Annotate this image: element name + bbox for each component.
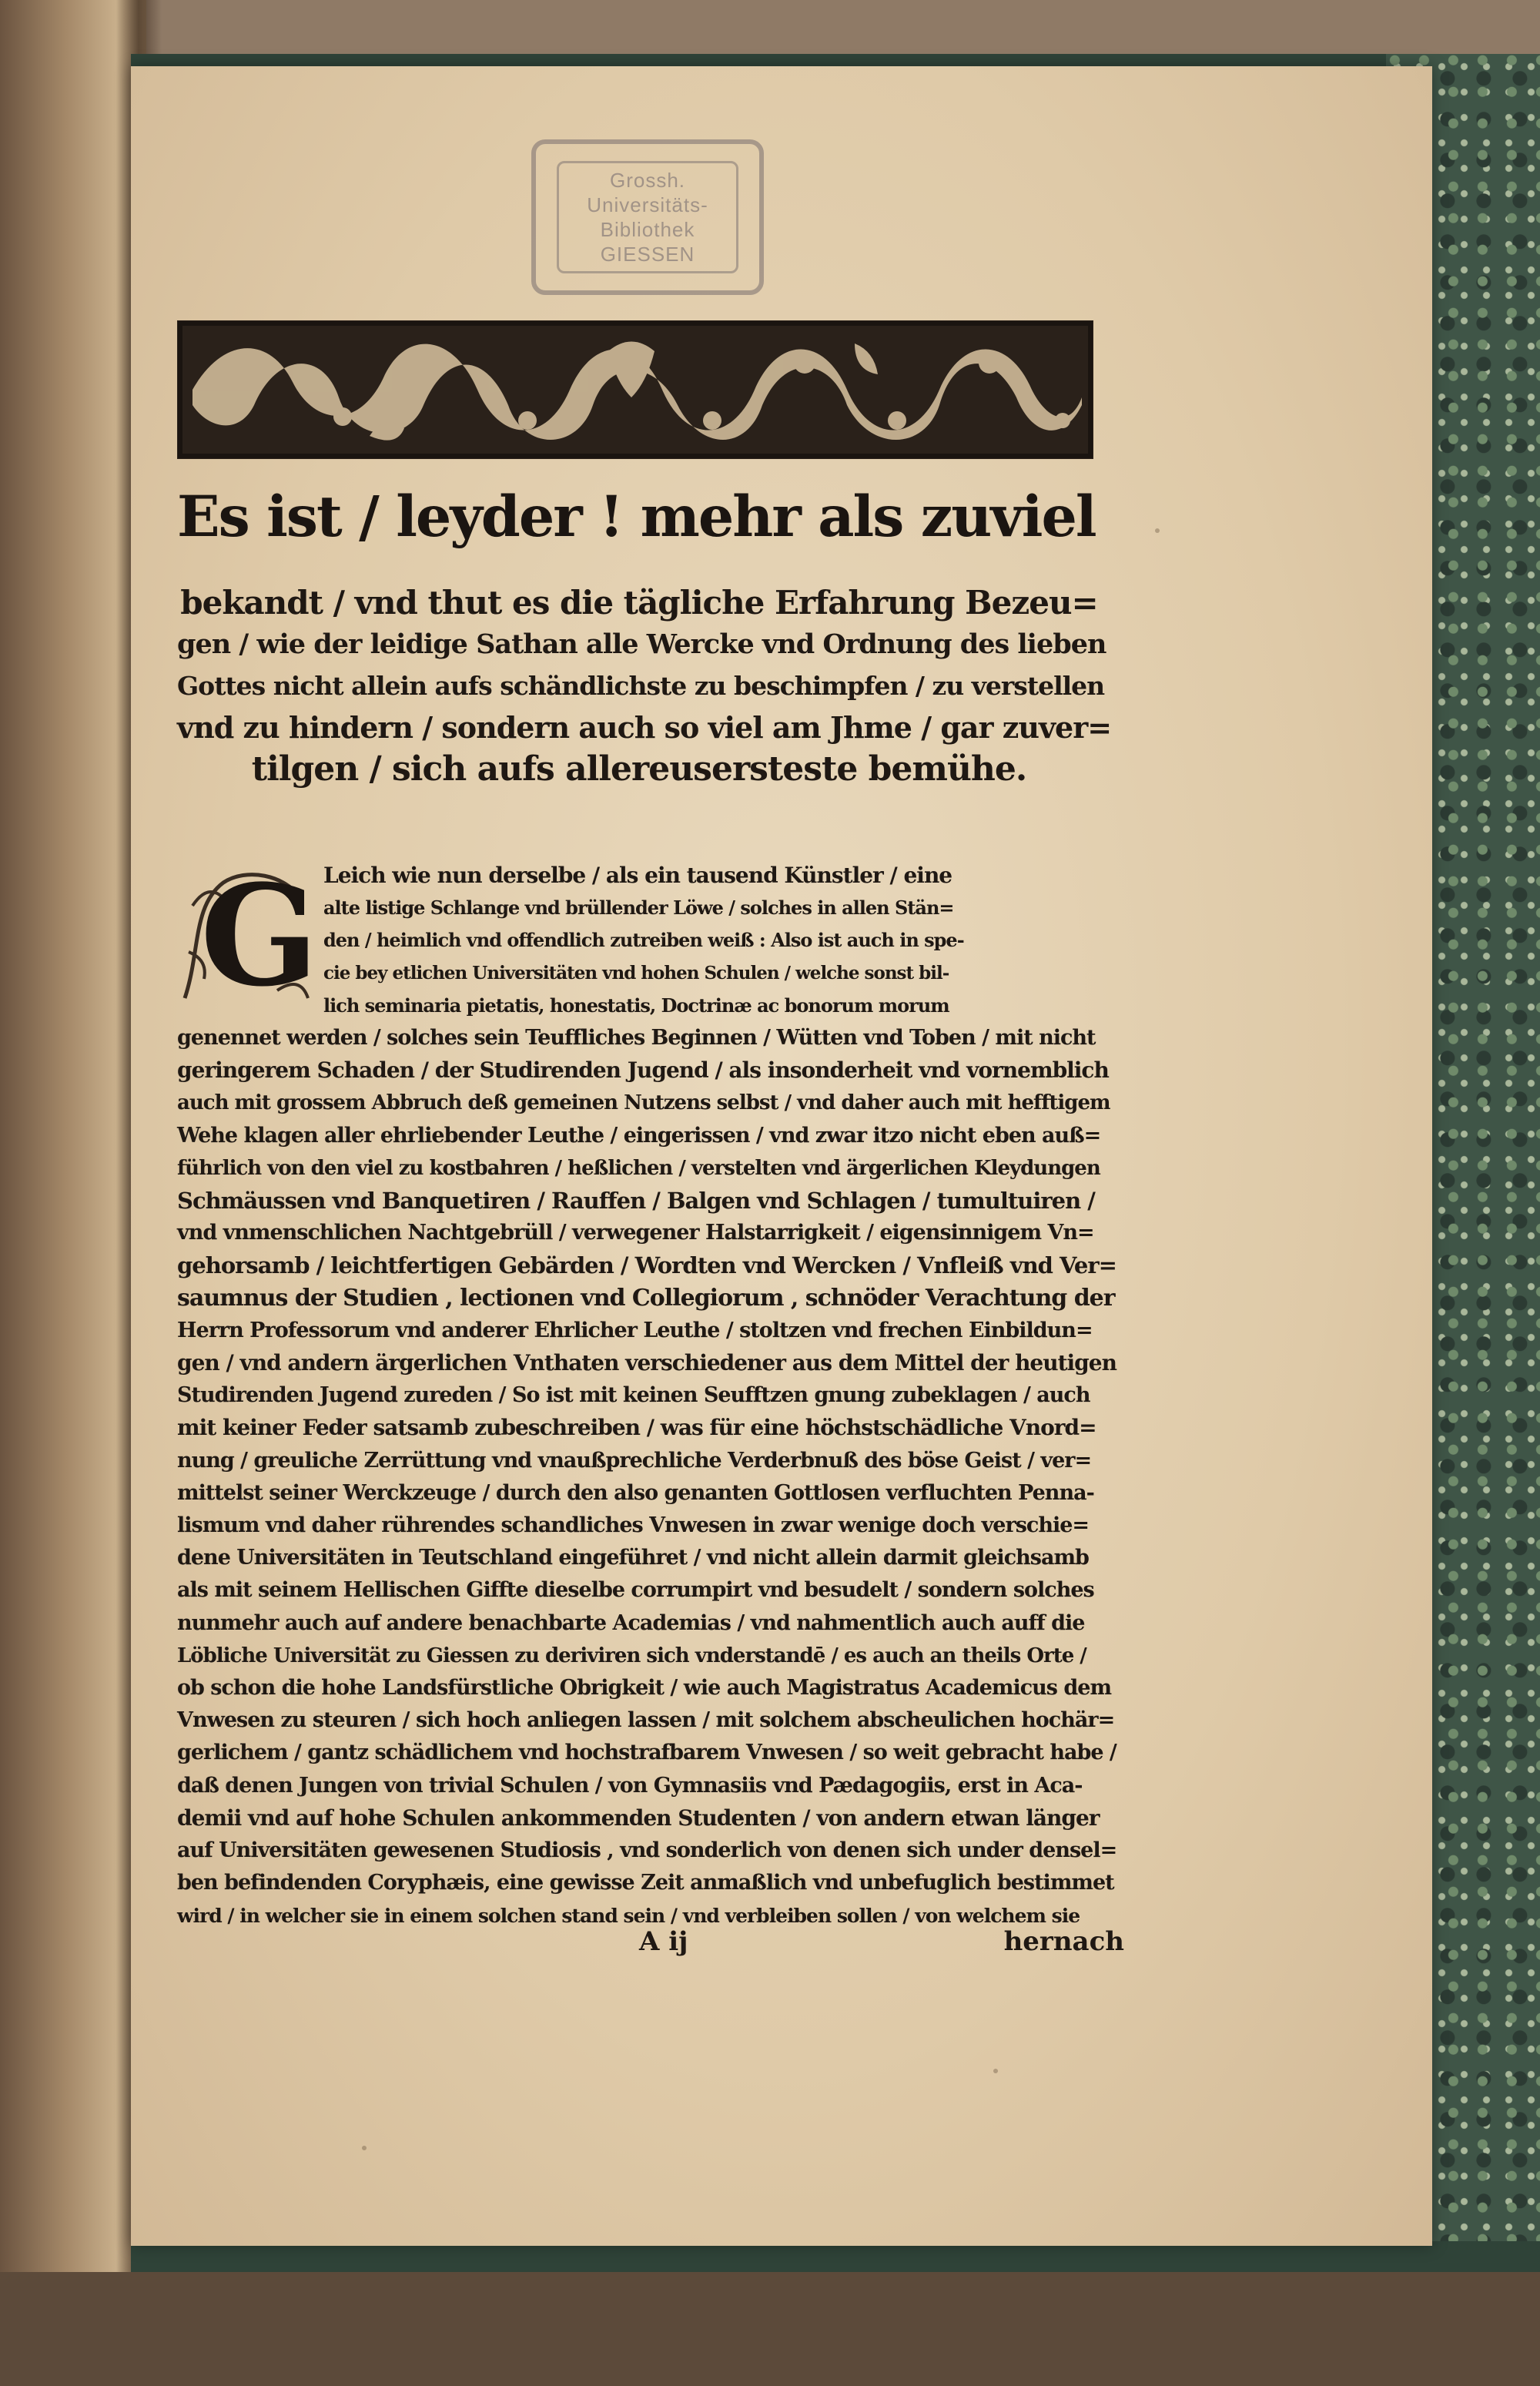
- library-stamp: [531, 139, 764, 295]
- intro-line: gen / wie der leidige Sathan alle Wercke vnd Ordnung des lieben: [177, 628, 1106, 660]
- intro-line: bekandt / vnd thut es die tägliche Erfahrung Bezeu=: [180, 584, 1098, 622]
- intro-line: Gottes nicht allein aufs schändlichste zu beschimpfen / zu verstellen: [177, 671, 1105, 701]
- text-line: als mit seinem Hellischen Giffte dieselbe corrumpirt vnd besudelt / sondern solches: [177, 1578, 1094, 1603]
- text-line: vnd vnmenschlichen Nachtgebrüll / verwegener Halstarrigkeit / eigensinnigem Vn=: [177, 1221, 1094, 1245]
- text-line: auch mit grossem Abbruch deß gemeinen Nutzens selbst / vnd daher auch mit hefftigem: [177, 1091, 1110, 1115]
- text-line: demii vnd auf hohe Schulen ankommenden Studenten / von andern etwan länger: [177, 1805, 1100, 1831]
- text-line: dene Universitäten in Teutschland eingeführet / vnd nicht allein darmit gleichsamb: [177, 1546, 1089, 1570]
- text-line: lich seminaria pietatis, honestatis, Doctrinæ ac bonorum morum: [323, 994, 949, 1017]
- paper-spot: [362, 2146, 367, 2150]
- cover-edge-bottom: [131, 2241, 1540, 2272]
- body-text: [177, 855, 1117, 1932]
- intro-line: tilgen / sich aufs allereusersteste bemühe.: [251, 749, 1027, 789]
- document-page: [131, 66, 1432, 2246]
- background-bottom: [0, 2272, 1540, 2386]
- text-line: mit keiner Feder satsamb zubeschreiben / was für eine höchstschädliche Vnord=: [177, 1415, 1096, 1441]
- text-line: führlich von den viel zu kostbahren / heßlichen / verstelten vnd ärgerlichen Kleydungen: [177, 1156, 1100, 1180]
- text-line: daß denen Jungen von trivial Schulen / von Gymnasiis vnd Pædagogiis, erst in Aca-: [177, 1773, 1083, 1798]
- text-line: Schmäussen vnd Banquetiren / Rauffen / Balgen vnd Schlagen / tumultuiren /: [177, 1188, 1095, 1215]
- text-line: ben befindenden Coryphæis, eine gewisse Zeit anmaßlich vnd unbefuglich bestimmet: [177, 1871, 1114, 1895]
- signature-mark: A ij: [639, 1926, 688, 1957]
- text-line: den / heimlich vnd offendlich zutreiben weiß : Also ist auch in spe-: [323, 929, 964, 952]
- text-line: lismum vnd daher rührendes schandliches Vnwesen in zwar wenige doch verschie=: [177, 1513, 1090, 1538]
- text-line: Herrn Professorum vnd anderer Ehrlicher Leuthe / stoltzen vnd frechen Einbildun=: [177, 1318, 1093, 1342]
- text-line: nung / greuliche Zerrüttung vnd vnaußprechliche Verderbnuß des böse Geist / ver=: [177, 1448, 1092, 1473]
- text-line: Wehe klagen aller ehrliebender Leuthe / eingerissen / vnd zwar itzo nicht eben auß=: [177, 1123, 1101, 1148]
- text-line: gen / vnd andern ärgerlichen Vnthaten verschiedener aus dem Mittel der heutigen: [177, 1350, 1116, 1376]
- text-line: saumnus der Studien , lectionen vnd Collegiorum , schnöder Verachtung der: [177, 1284, 1115, 1312]
- intro-line: vnd zu hindern / sondern auch so viel am Jhme / gar zuver=: [177, 710, 1112, 745]
- page-footer: [177, 1926, 1124, 1965]
- library-stamp-text: Grossh. Universitäts- Bibliothek GIESSEN: [557, 161, 738, 273]
- catchword: hernach: [1003, 1926, 1124, 1957]
- headline: Es ist / leyder ! mehr als zuviel: [177, 484, 1096, 550]
- text-line: cie bey etlichen Universitäten vnd hohen Schulen / welche sonst bil-: [323, 962, 949, 984]
- paper-spot: [1155, 528, 1160, 533]
- text-line: genennet werden / solches sein Teuffliches Beginnen / Wütten vnd Toben / mit nicht: [177, 1026, 1096, 1051]
- text-line: gehorsamb / leichtfertigen Gebärden / Wordten vnd Wercken / Vnfleiß vnd Ver=: [177, 1252, 1116, 1279]
- text-line: Leich wie nun derselbe / als ein tausend Künstler / eine: [323, 863, 952, 888]
- text-line: Studirenden Jugend zureden / So ist mit keinen Seufftzen gnung zubeklagen / auch: [177, 1383, 1090, 1408]
- text-line: Löbliche Universität zu Giessen zu deriviren sich vnderstandē / es auch an theils Orte /: [177, 1644, 1086, 1667]
- text-line: gerlichem / gantz schädlichem vnd hochstrafbarem Vnwesen / so weit gebracht habe /: [177, 1741, 1116, 1765]
- text-line: wird / in welcher sie in einem solchen stand sein / vnd verbleiben sollen / von welchem sie: [177, 1904, 1080, 1927]
- text-line: mittelst seiner Werckzeuge / durch den also genanten Gottlosen verfluchten Penna-: [177, 1480, 1094, 1505]
- text-line: ob schon die hohe Landsfürstliche Obrigkeit / wie auch Magistratus Academicus dem: [177, 1676, 1112, 1701]
- text-line: nunmehr auch auf andere benachbarte Academias / vnd nahmentlich auch auff die: [177, 1610, 1085, 1635]
- initial-letter: G: [200, 855, 319, 1017]
- text-line: auf Universitäten gewesenen Studiosis , vnd sonderlich von denen sich under densel=: [177, 1838, 1117, 1863]
- paper-spot: [993, 2069, 998, 2073]
- text-line: alte listige Schlange vnd brüllender Löwe / solches in allen Stän=: [323, 896, 954, 920]
- text-line: Vnwesen zu steuren / sich hoch anliegen lassen / mit solchem abscheulichen hochär=: [177, 1708, 1115, 1733]
- text-line: geringerem Schaden / der Studirenden Jugend / als insonderheit vnd vornemblich: [177, 1057, 1109, 1084]
- woodcut-ornament-band: [177, 320, 1093, 459]
- intro-paragraph: [177, 582, 1112, 790]
